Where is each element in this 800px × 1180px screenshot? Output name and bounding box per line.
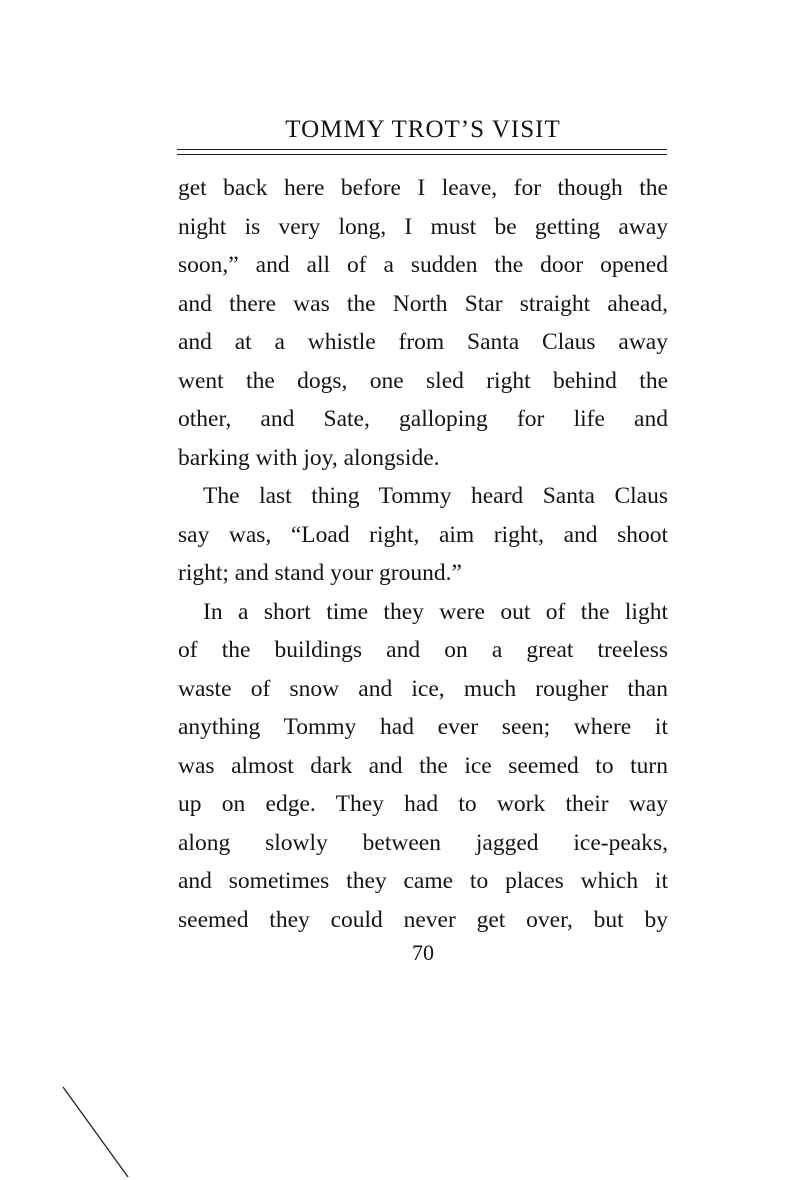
page-number: 70 — [412, 940, 434, 965]
text-line: along slowly between jagged ice-peaks, — [178, 829, 668, 856]
text-line: other, and Sate, galloping for life and — [178, 406, 668, 432]
text-line: anything Tommy had ever seen; where it — [178, 714, 668, 740]
text-line: soon,” and all of a sudden the door opened — [178, 252, 668, 278]
header-rule-bottom — [177, 154, 667, 155]
text-line: get back here before I leave, for though the — [178, 175, 668, 201]
text-line: and sometimes they came to places which it — [178, 868, 668, 894]
text-line: waste of snow and ice, much rougher than — [178, 675, 668, 702]
text-line: up on edge. They had to work their way — [178, 791, 668, 817]
text-line: barking with joy, alongside. — [178, 444, 440, 471]
running-title: TOMMY TROT’S VISIT — [285, 116, 561, 143]
text-line: was almost dark and the ice seemed to turn — [178, 752, 668, 779]
text-line: and at a whistle from Santa Claus away — [178, 329, 668, 355]
text-line: right; and stand your ground.” — [178, 560, 462, 586]
text-line: say was, “Load right, aim right, and shoot — [178, 521, 668, 548]
text-line: went the dogs, one sled right behind the — [178, 367, 668, 394]
text-line: seemed they could never get over, but by — [178, 906, 668, 933]
text-line: and there was the North Star straight ahead, — [178, 290, 668, 317]
text-line: night is very long, I must be getting away — [178, 213, 668, 240]
text-line: In a short time they were out of the light — [203, 598, 668, 625]
header-rule-top — [177, 149, 667, 150]
text-line: of the buildings and on a great treeless — [178, 637, 668, 663]
body-text — [178, 169, 668, 939]
scan-artifact-line — [60, 1085, 140, 1180]
text-line: The last thing Tommy heard Santa Claus — [203, 483, 668, 509]
